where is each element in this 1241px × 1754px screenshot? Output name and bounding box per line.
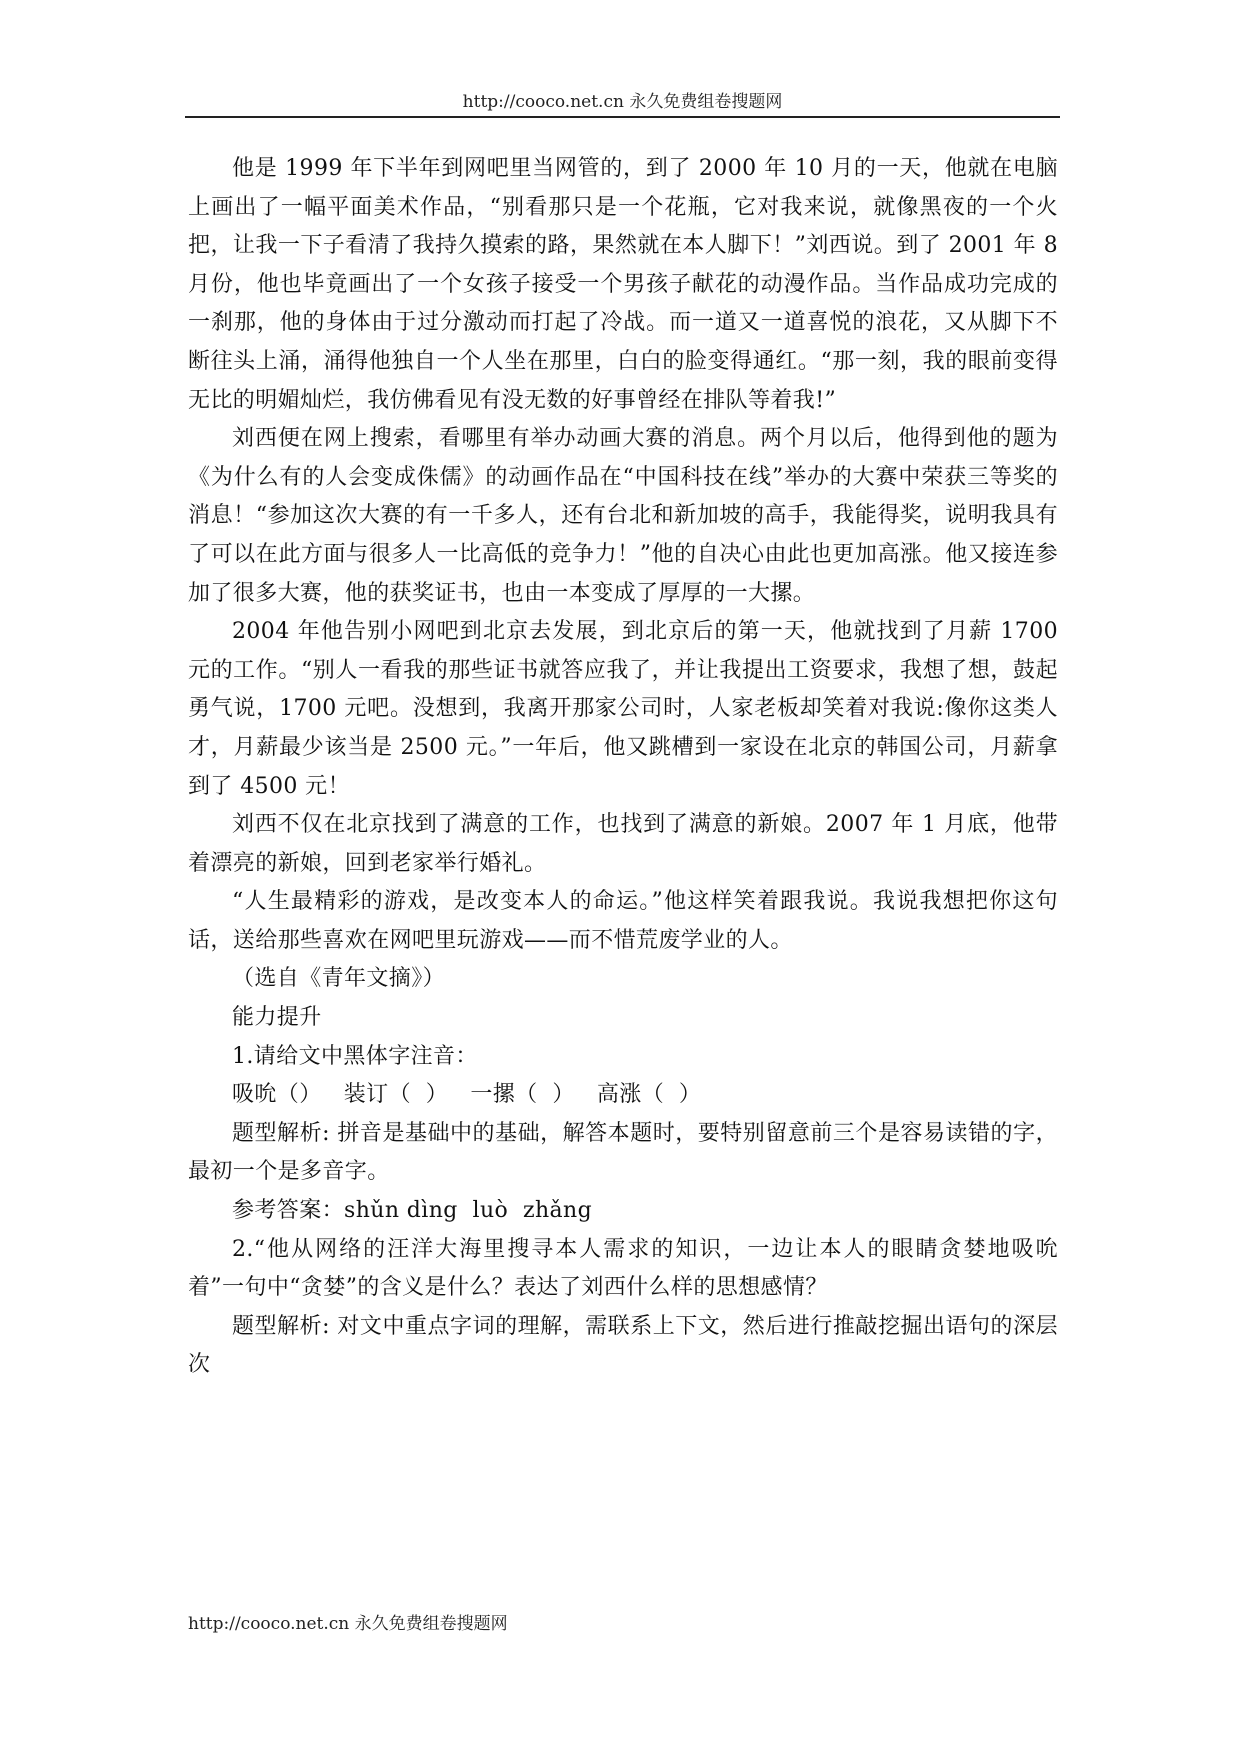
question-2-analysis: 题型解析: 对文中重点字词的理解，需联系上下文，然后进行推敲挖掘出语句的深层次 xyxy=(188,1313,1058,1378)
paragraph-2: 刘西便在网上搜索，看哪里有举办动画大赛的消息。两个月以后，他得到他的题为《为什么有的人会变成侏儒》的动画作品在“中国科技在线”举办的大赛中荣获三等奖的消息！“参加这次大赛的有一千多人，还有台北和新加坡的高手，我能得奖，说明我具有了可以在此方面与很多人一比高低的竞争力！”他的自决心由此也更加高涨。他又接连参加了很多大赛，他的获奖证书，也由一本变成了厚厚的一大摞。 xyxy=(188,426,1058,606)
source-citation: （选自《青年文摘》） xyxy=(232,966,446,992)
paragraph-1: 他是 1999 年下半年到网吧里当网管的，到了 2000 年 10 月的一天，他就在电脑上画出了一幅平面美术作品，“别看那只是一个花瓶，它对我来说，就像黑夜的一个火把，让我一下子看清了我持久摸索的路，果然就在本人脚下！”刘西说。到了 2001 年 8 月份，他也毕竟画出了一个女孩子接受一个男孩子献花的动漫作品。当作品成功完成的一刹那，他的身体由于过分激动而打起了冷战。而一道又一道喜悦的浪花，又从脚下不断往头上涌，涌得他独自一个人坐在那里，白白的脸变得通红。“那一刻，我的眼前变得无比的明媚灿烂，我仿佛看见有没无数的好事曾经在排队等着我!” xyxy=(188,156,1058,413)
question-1-analysis: 题型解析: 拼音是基础中的基础，解答本题时，要特别留意前三个是容易读错的字，最初一个是多音字。 xyxy=(188,1120,1058,1185)
section-title: 能力提升 xyxy=(232,1005,322,1031)
question-1-prompt: 1.请给文中黑体字注音： xyxy=(232,1043,478,1069)
header-divider xyxy=(185,116,1060,118)
paragraph-3: 2004 年他告别小网吧到北京去发展，到北京后的第一天，他就找到了月薪 1700 元的工作。“别人一看我的那些证书就答应我了，并让我提出工资要求，我想了想，鼓起勇气说，1700 元吧。没想到，我离开那家公司时，人家老板却笑着对我说:像你这类人才，月薪最少该当是 2500 元。”一年后，他又跳槽到一家设在北京的韩国公司，月薪拿到了 4500 元！ xyxy=(188,619,1058,799)
page-footer: http://cooco.net.cn 永久免费组卷搜题网 xyxy=(188,1614,508,1634)
question-1-answer: 参考答案：shǔn dìng luò zhǎng xyxy=(232,1198,593,1224)
page-header: http://cooco.net.cn 永久免费组卷搜题网 xyxy=(462,92,783,112)
question-2-prompt: 2.“他从网络的汪洋大海里搜寻本人需求的知识，一边让本人的眼睛贪婪地吸吮着”一句中“贪婪”的含义是什么？表达了刘西什么样的思想感情？ xyxy=(188,1236,1058,1301)
paragraph-4: 刘西不仅在北京找到了满意的工作，也找到了满意的新娘。2007 年 1 月底，他带着漂亮的新娘，回到老家举行婚礼。 xyxy=(188,812,1058,876)
paragraph-5: “人生最精彩的游戏，是改变本人的命运。”他这样笑着跟我说。我说我想把你这句话，送给那些喜欢在网吧里玩游戏——而不惜荒废学业的人。 xyxy=(188,889,1058,953)
document-body xyxy=(188,150,1058,1385)
question-1-items: 吸吮（） 装订（ ） 一摞（ ） 高涨（ ） xyxy=(232,1082,702,1108)
